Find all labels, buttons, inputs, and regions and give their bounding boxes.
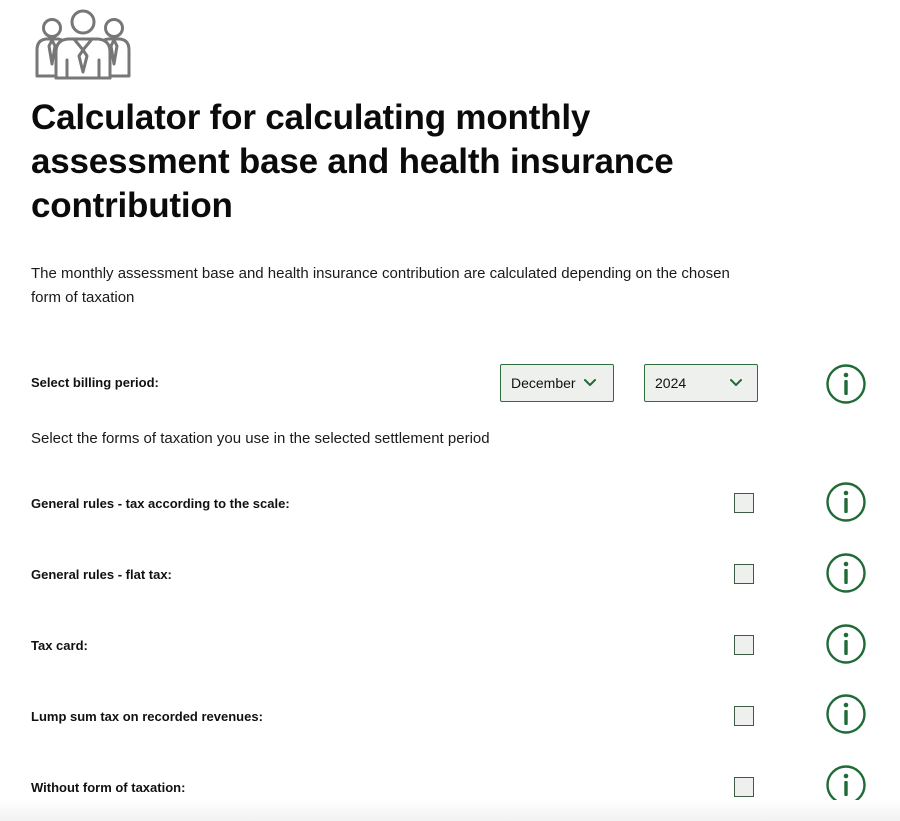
checkbox-flat-tax[interactable] bbox=[734, 564, 754, 584]
checkbox-lump-sum[interactable] bbox=[734, 706, 754, 726]
year-select-value: 2024 bbox=[655, 375, 687, 391]
option-label-flat-tax: General rules - flat tax: bbox=[31, 567, 172, 582]
option-label-tax-card: Tax card: bbox=[31, 638, 88, 653]
info-icon[interactable] bbox=[826, 553, 866, 593]
intro-text: The monthly assessment base and health insurance contribution are calculated depending on the chosen form of taxation bbox=[31, 265, 730, 306]
checkbox-tax-card[interactable] bbox=[734, 635, 754, 655]
info-icon[interactable] bbox=[826, 482, 866, 522]
info-icon[interactable] bbox=[826, 364, 866, 404]
year-select[interactable] bbox=[644, 364, 758, 402]
taxation-heading: Select the forms of taxation you use in the selected settlement period bbox=[31, 430, 490, 447]
month-select-value: December bbox=[511, 375, 576, 391]
info-icon[interactable] bbox=[826, 765, 866, 805]
option-label-scale: General rules - tax according to the scale: bbox=[31, 496, 290, 511]
billing-period-label: Select billing period: bbox=[31, 375, 159, 390]
option-label-lump-sum: Lump sum tax on recorded revenues: bbox=[31, 709, 263, 724]
checkbox-without-taxation[interactable] bbox=[734, 777, 754, 797]
month-select[interactable] bbox=[500, 364, 614, 402]
info-icon[interactable] bbox=[826, 624, 866, 664]
page-title: Calculator for calculating monthly assessment base and health insurance contribution bbox=[31, 98, 674, 225]
checkbox-scale[interactable] bbox=[734, 493, 754, 513]
chevron-down-icon bbox=[583, 377, 597, 389]
bottom-fade bbox=[0, 800, 900, 821]
chevron-down-icon bbox=[729, 377, 743, 389]
option-label-without-taxation: Without form of taxation: bbox=[31, 780, 186, 795]
people-group-icon bbox=[32, 6, 134, 82]
info-icon[interactable] bbox=[826, 694, 866, 734]
